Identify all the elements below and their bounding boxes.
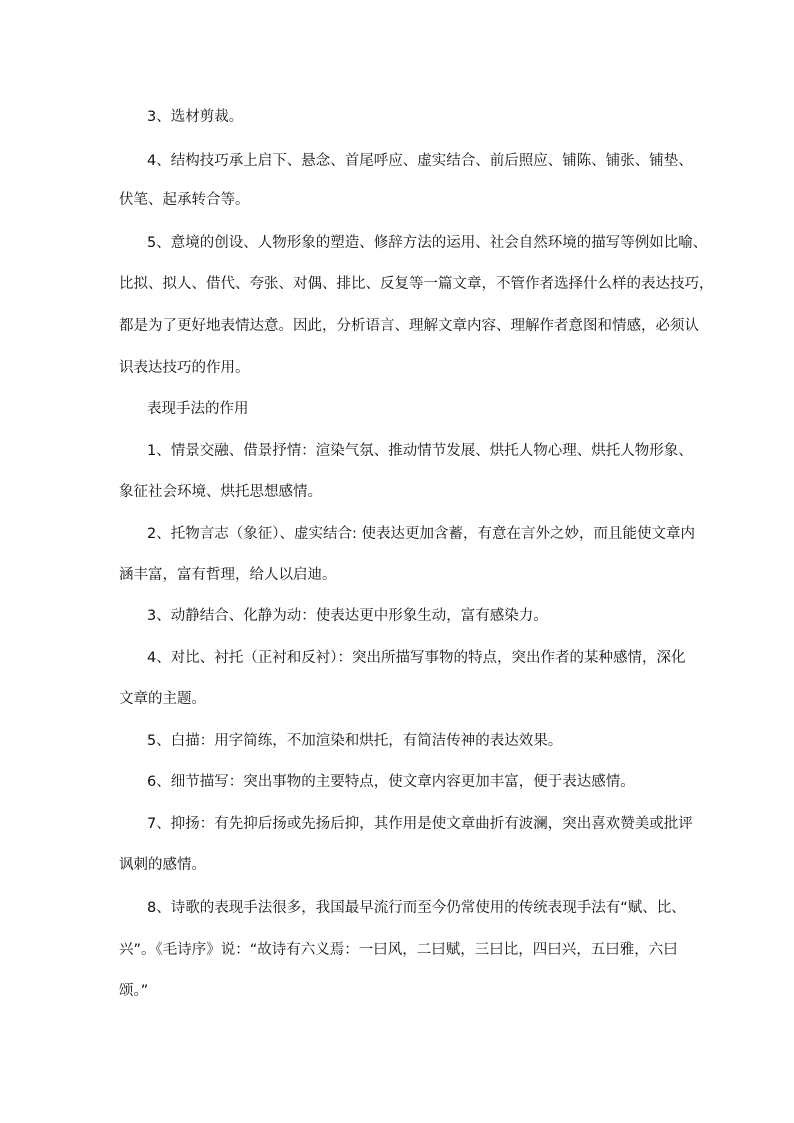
paragraph-line: 颂。” — [119, 983, 149, 999]
paragraph-line: 5、白描：用字简练，不加渲染和烘托，有简洁传神的表达效果。 — [147, 733, 563, 749]
paragraph-line: 讽刺的感情。 — [119, 857, 206, 873]
paragraph-line: 比拟、拟人、借代、夸张、对偶、排比、反复等一篇文章，不管作者选择什么样的表达技巧， — [119, 276, 714, 292]
section-heading: 表现手法的作用 — [147, 401, 249, 417]
paragraph-line: 4、对比、衬托（正衬和反衬）：突出所描写事物的特点，突出作者的某种感情，深化 — [147, 650, 686, 666]
paragraph-line: 7、抑扬：有先抑后扬或先扬后抑，其作用是使文章曲折有波澜，突出喜欢赞美或批评 — [147, 816, 693, 832]
paragraph-line: 5、意境的创设、人物形象的塑造、修辞方法的运用、社会自然环境的描写等例如比喻、 — [147, 235, 708, 251]
paragraph-line: 文章的主题。 — [119, 691, 206, 707]
paragraph-line: 伏笔、起承转合等。 — [119, 192, 250, 208]
paragraph-line: 2、托物言志（象征）、虚实结合: 使表达更加含蓄，有意在言外之妙，而且能使文章内 — [147, 526, 695, 542]
paragraph-line: 3、动静结合、化静为动：使表达更中形象生动，富有感染力。 — [147, 608, 548, 624]
paragraph-line: 象征社会环境、烘托思想感情。 — [119, 484, 322, 500]
paragraph-line: 涵丰富，富有哲理，给人以启迪。 — [119, 567, 337, 583]
paragraph-line: 都是为了更好地表情达意。因此，分析语言、理解文章内容、理解作者意图和情感，必须认 — [119, 318, 699, 334]
paragraph-line: 4、结构技巧承上启下、悬念、首尾呼应、虚实结合、前后照应、铺陈、铺张、铺垫、 — [147, 153, 693, 169]
paragraph-line: 8、诗歌的表现手法很多，我国最早流行而至今仍常使用的传统表现手法有“赋、比、 — [147, 900, 686, 916]
paragraph-line: 兴”。《毛诗序》说：“故诗有六义焉：一曰风，二曰赋，三曰比，四曰兴，五曰雅，六曰 — [119, 942, 678, 958]
paragraph-line: 1、情景交融、借景抒情：渲染气氛、推动情节发展、烘托人物心理、烘托人物形象、 — [147, 443, 693, 459]
paragraph-line: 3、选材剪裁。 — [147, 109, 244, 125]
paragraph-line: 识表达技巧的作用。 — [119, 360, 250, 376]
paragraph-line: 6、细节描写：突出事物的主要特点，使文章内容更加丰富，便于表达感情。 — [147, 774, 635, 790]
